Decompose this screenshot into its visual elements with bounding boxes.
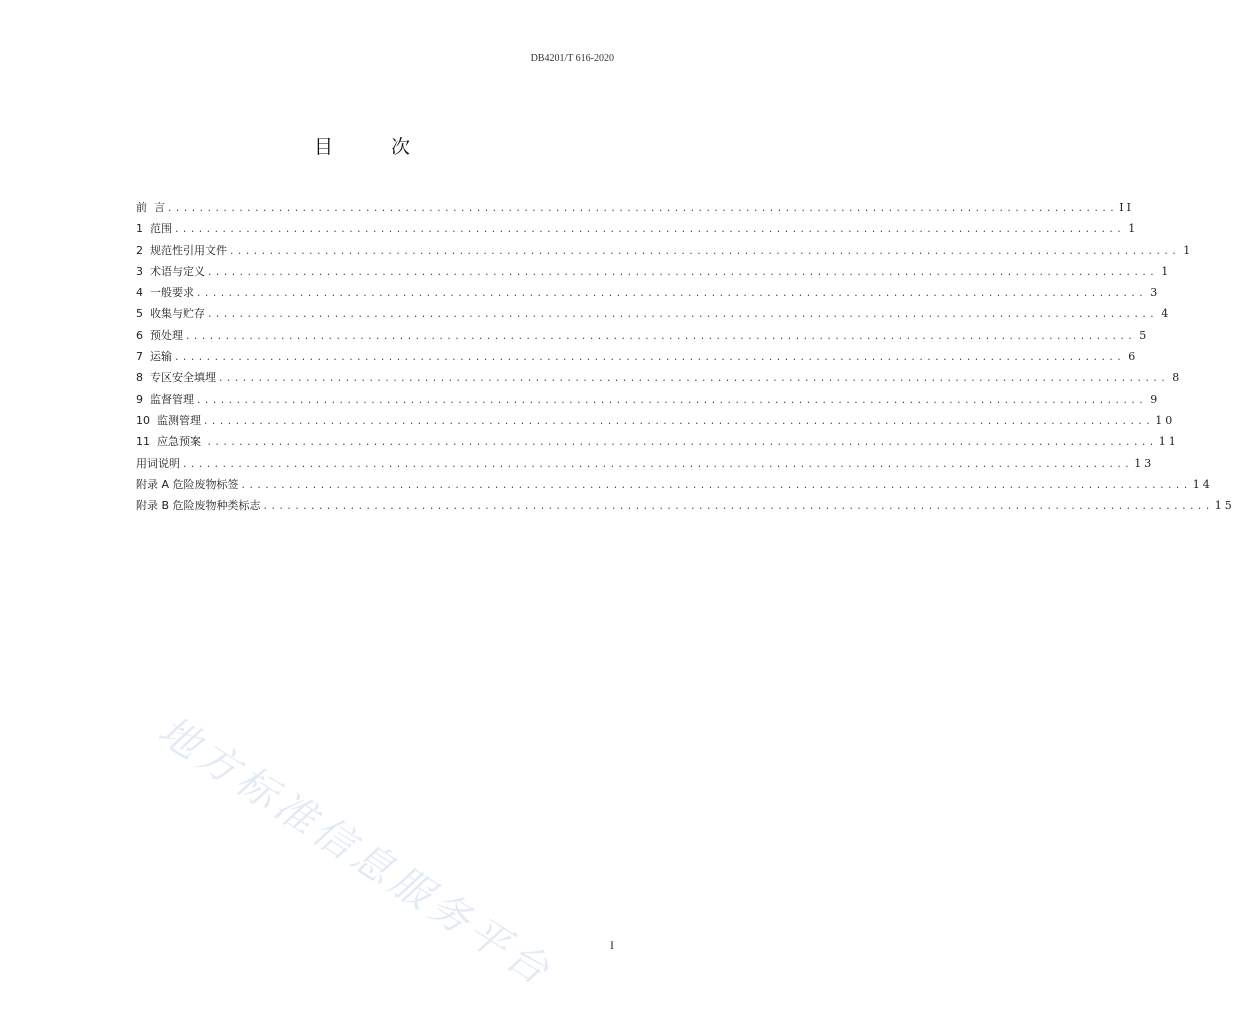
toc-entry[interactable] (136, 305, 1172, 326)
toc-entry-number: 3 (136, 264, 150, 278)
table-of-contents (136, 199, 1235, 518)
toc-entry-page: 9 (1150, 392, 1161, 406)
toc-entry[interactable] (136, 433, 1179, 454)
toc-entry-page: 14 (1192, 477, 1213, 491)
toc-entry[interactable] (136, 455, 1155, 476)
toc-entry-label: 应急预案 (157, 435, 205, 449)
toc-dot-leader: ........................................................................................................................ (229, 246, 1180, 257)
toc-entry[interactable] (136, 412, 1176, 433)
toc-entry-number: 4 (136, 286, 150, 300)
toc-entry-page: 8 (1172, 371, 1183, 385)
toc-dot-leader: ........................................................................................................................ (218, 374, 1169, 385)
toc-entry-number: 11 (136, 435, 157, 449)
toc-entry-label: 一般要求 (150, 286, 194, 300)
watermark: 地方标准信息服务平台 (150, 707, 561, 997)
toc-entry-page: 5 (1139, 328, 1150, 342)
toc-entry-number: 2 (136, 243, 150, 257)
toc-entry-number: 10 (136, 413, 157, 427)
toc-dot-leader: ........................................................................................................................ (203, 416, 1154, 427)
toc-entry-label: 范围 (150, 222, 172, 236)
toc-entry-label: 附录 A 危险废物标签 (136, 477, 239, 491)
toc-entry-page: 4 (1161, 307, 1172, 321)
toc-entry-page: 10 (1155, 413, 1176, 427)
toc-dot-leader: ........................................................................................................................ (207, 310, 1158, 321)
toc-entry[interactable] (136, 284, 1161, 305)
toc-entry-page: 1 (1161, 264, 1172, 278)
toc-entry[interactable] (136, 497, 1235, 518)
toc-entry-label: 监督管理 (150, 392, 194, 406)
toc-entry-label: 言 (154, 201, 165, 214)
toc-dot-leader: ........................................................................................................................ (167, 204, 1118, 214)
toc-entry-page: 13 (1134, 456, 1155, 470)
toc-entry-page: 1 (1183, 243, 1194, 257)
toc-entry-label: 术语与定义 (150, 264, 205, 278)
toc-entry-number: 5 (136, 307, 150, 321)
toc-entry-page: 15 (1214, 499, 1235, 513)
page-number: I (610, 938, 614, 952)
document-code: DB4201/T 616-2020 (530, 53, 614, 64)
toc-entry-page: 11 (1158, 435, 1179, 449)
toc-entry-page: 1 (1128, 222, 1139, 236)
toc-entry-page: II (1119, 201, 1134, 214)
toc-entry-number: 前 (136, 201, 154, 214)
toc-dot-leader: ........................................................................................................................ (182, 459, 1133, 470)
toc-entry-number: 6 (136, 328, 150, 342)
toc-entry[interactable] (136, 327, 1150, 348)
toc-entry-number: 7 (136, 350, 150, 364)
toc-entry[interactable] (136, 476, 1213, 497)
toc-dot-leader: ........................................................................................................................ (174, 225, 1125, 236)
toc-entry-label: 监测管理 (157, 413, 201, 427)
toc-entry-label: 专区安全填埋 (150, 371, 216, 385)
toc-entry[interactable] (136, 242, 1194, 263)
toc-entry-label: 用词说明 (136, 456, 180, 470)
toc-dot-leader: ........................................................................................................................ (196, 395, 1147, 406)
toc-entry[interactable] (136, 199, 1134, 220)
toc-entry-label: 预处理 (150, 328, 183, 342)
toc-dot-leader: ........................................................................................................................ (174, 353, 1125, 364)
page-title: 目 次 (313, 136, 437, 158)
toc-entry[interactable] (136, 391, 1161, 412)
toc-entry-label: 规范性引用文件 (150, 243, 227, 257)
toc-entry-page: 3 (1150, 286, 1161, 300)
toc-entry-number: 8 (136, 371, 150, 385)
toc-entry[interactable] (136, 220, 1139, 241)
toc-entry[interactable] (136, 369, 1183, 390)
toc-dot-leader: ........................................................................................................................ (185, 331, 1136, 342)
toc-dot-leader: ........................................................................................................................ (240, 480, 1191, 491)
toc-entry-page: 6 (1128, 350, 1139, 364)
toc-entry-label: 运输 (150, 350, 172, 364)
toc-entry-label: 附录 B 危险废物种类标志 (136, 499, 261, 513)
toc-entry-number: 9 (136, 392, 150, 406)
toc-entry-number: 1 (136, 222, 150, 236)
toc-entry-label: 收集与贮存 (150, 307, 205, 321)
toc-dot-leader: ........................................................................................................................ (196, 289, 1147, 300)
toc-entry[interactable] (136, 263, 1172, 284)
toc-entry[interactable] (136, 348, 1139, 369)
toc-dot-leader: ........................................................................................................................ (207, 267, 1158, 278)
toc-dot-leader: ........................................................................................................................ (206, 438, 1157, 449)
toc-dot-leader: ........................................................................................................................ (262, 502, 1213, 513)
